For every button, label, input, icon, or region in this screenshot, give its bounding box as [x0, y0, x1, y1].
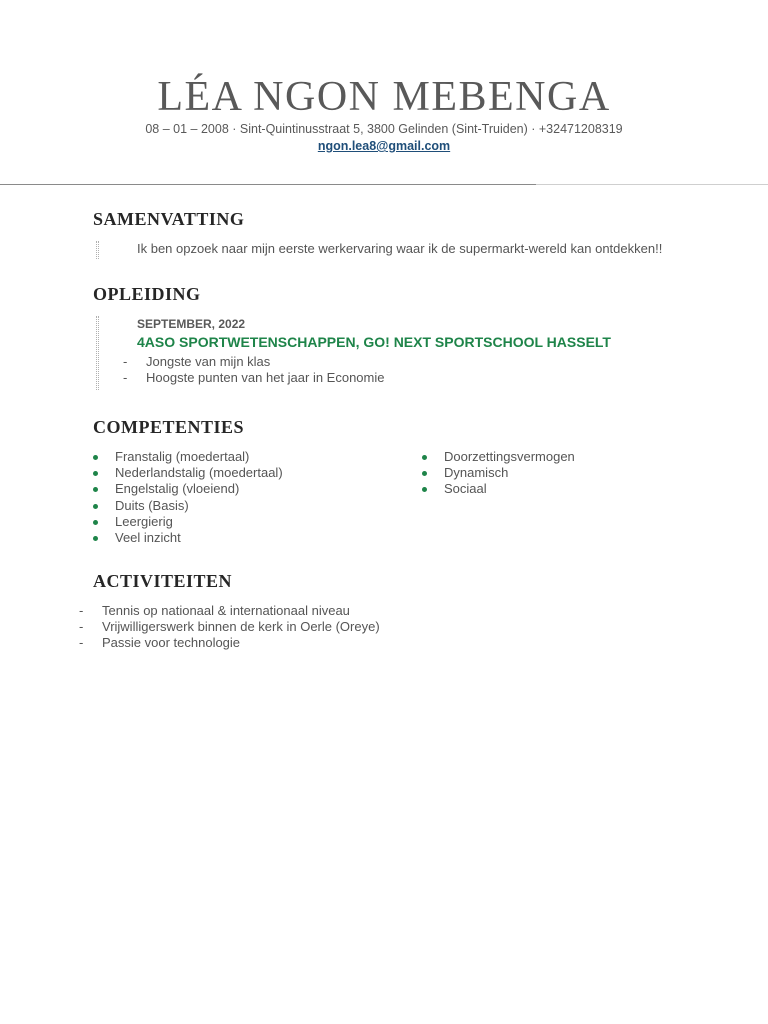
bullet-icon: [93, 487, 98, 492]
section-title-activities: ACTIVITEITEN: [93, 571, 233, 591]
resume-name: LÉA NGON MEBENGA: [157, 74, 611, 120]
bullet-icon: [93, 520, 98, 525]
list-item: Franstalig (moedertaal): [115, 449, 283, 465]
skills-list-left: [115, 449, 283, 546]
contact-line: 08 – 01 – 2008 · Sint-Quintinusstraat 5, 3800 Gelinden (Sint-Truiden) · +32471208319: [145, 122, 623, 136]
summary-text: Ik ben opzoek naar mijn eerste werkervaring waar ik de supermarkt-wereld kan ontdekken!!: [137, 241, 663, 256]
education-bullet-list: [123, 354, 385, 386]
education-school: 4ASO SPORTWETENSCHAPPEN, GO! NEXT SPORTSCHOOL HASSELT: [137, 334, 611, 350]
summary-side-bar: [96, 241, 99, 259]
email-line: [0, 138, 768, 154]
list-item: Veel inzicht: [115, 530, 283, 546]
skills-list-right: [444, 449, 575, 498]
section-title-education: OPLEIDING: [93, 284, 201, 304]
bullet-icon: [422, 487, 427, 492]
list-item: Sociaal: [444, 481, 575, 497]
bullet-icon: [422, 455, 427, 460]
header-divider-light: [536, 184, 768, 185]
bullet-icon: [93, 536, 98, 541]
list-item: Duits (Basis): [115, 498, 283, 514]
list-item: Doorzettingsvermogen: [444, 449, 575, 465]
email-link[interactable]: ngon.lea8@gmail.com: [317, 139, 451, 153]
bullet-icon: [93, 471, 98, 476]
header-divider: [0, 184, 536, 185]
list-item: Engelstalig (vloeiend): [115, 481, 283, 497]
section-title-skills: COMPETENTIES: [93, 417, 245, 437]
list-item: - Hoogste punten van het jaar in Economie: [123, 370, 385, 386]
list-item: Nederlandstalig (moedertaal): [115, 465, 283, 481]
list-item: - Passie voor technologie: [79, 635, 241, 651]
bullet-icon: [422, 471, 427, 476]
education-date: SEPTEMBER, 2022: [137, 317, 246, 331]
list-item: Leergierig: [115, 514, 283, 530]
education-side-bar: [96, 316, 99, 390]
bullet-icon: [93, 455, 98, 460]
list-item: - Tennis op nationaal & internationaal niveau: [79, 603, 350, 618]
list-item: - Vrijwilligerswerk binnen de kerk in Oerle (Oreye): [79, 619, 380, 635]
activities-list: [79, 603, 380, 652]
list-item: Dynamisch: [444, 465, 575, 481]
list-item: - Jongste van mijn klas: [123, 354, 271, 369]
section-title-summary: SAMENVATTING: [93, 209, 245, 229]
bullet-icon: [93, 504, 98, 509]
